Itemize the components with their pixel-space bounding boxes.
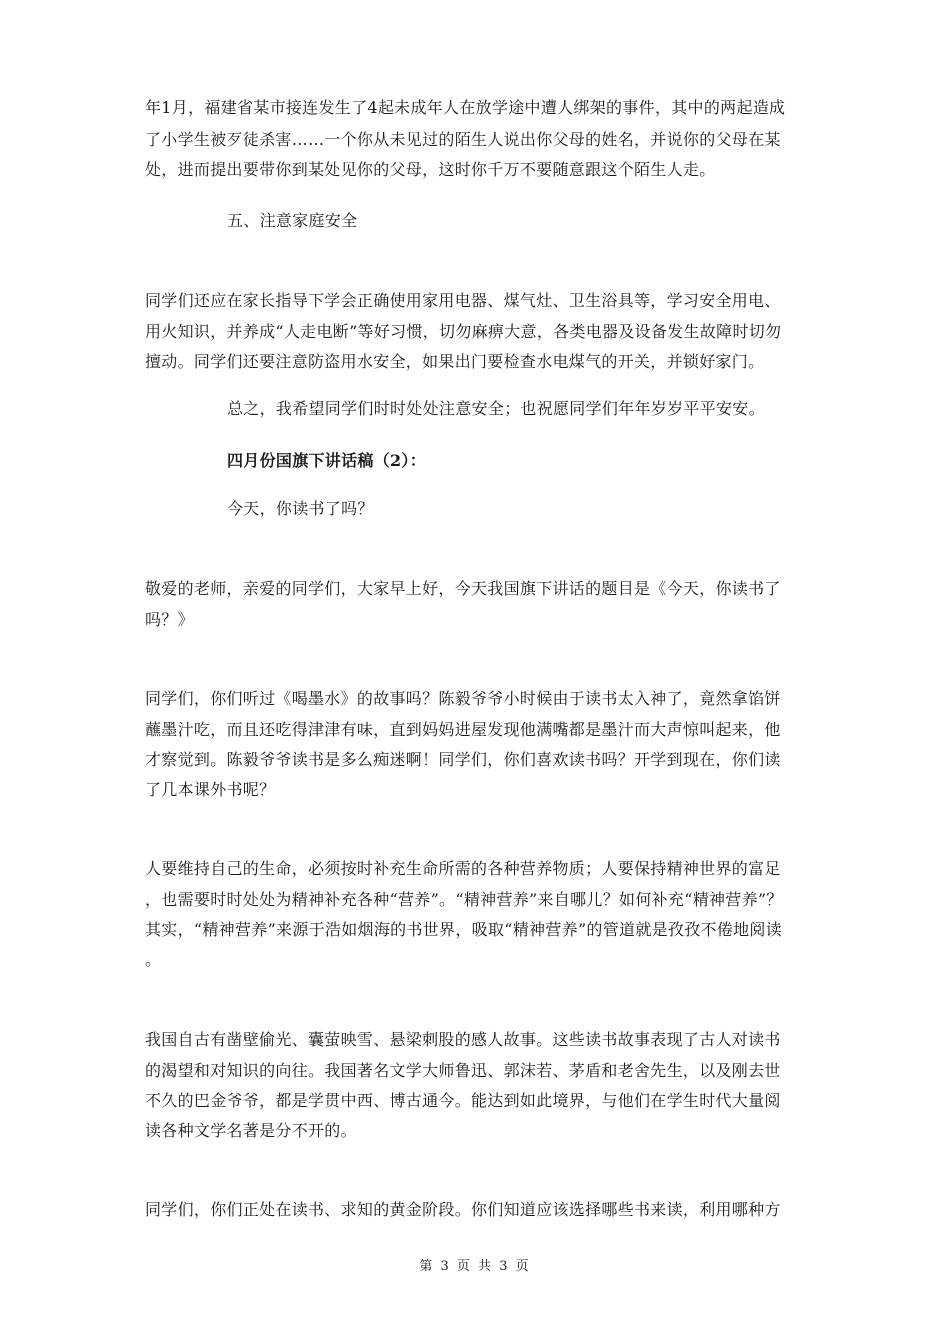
section-heading: 五、注意家庭安全 <box>227 211 358 230</box>
body-text-line: 蘸墨汁吃，而且还吃得津津有味，直到妈妈进屋发现他满嘴都是墨汁而大声惊叫起来，他 <box>145 720 781 739</box>
speech-title: 四月份国旗下讲话稿（2）： <box>227 451 427 470</box>
body-text-line: 了几本课外书呢？ <box>145 780 276 799</box>
body-text-line: 同学们，你们听过《喝墨水》的故事吗？陈毅爷爷小时候由于读书太入神了，竟然拿馅饼 <box>145 689 781 708</box>
body-text-line: 年1月，福建省某市接连发生了4起未成年人在放学途中遭人绑架的事件，其中的两起造成 <box>145 98 786 117</box>
body-text-line: 用火知识，并养成“人走电断”等好习惯，切勿麻痹大意，各类电器及设备发生故障时切勿 <box>145 322 782 341</box>
body-text-line: 擅动。同学们还要注意防盗用水安全，如果出门要检查水电煤气的开关，并锁好家门。 <box>145 352 765 371</box>
body-text-line: 我国自古有凿壁偷光、囊萤映雪、悬梁刺股的感人故事。这些读书故事表现了古人对读书 <box>145 1030 781 1049</box>
body-text-line: 。 <box>145 950 162 969</box>
body-text-line: ，也需要时时处处为精神补充各种“营养”。“精神营养”来自哪儿？如何补充“精神营养”？ <box>145 890 783 909</box>
body-text-line: 读各种文学名著是分不开的。 <box>145 1121 357 1140</box>
body-text-line: 其实，“精神营养”来源于浩如烟海的书世界，吸取“精神营养”的管道就是孜孜不倦地阅读 <box>145 920 783 939</box>
body-text-line: 同学们，你们正处在读书、求知的黄金阶段。你们知道应该选择哪些书来读，利用哪种方 <box>145 1200 781 1219</box>
body-text-line: 吗？》 <box>145 610 194 629</box>
speech-topic: 今天，你读书了吗？ <box>227 499 374 518</box>
page-footer: 第 3 页 共 3 页 <box>419 1259 531 1274</box>
body-text-line: 人要维持自己的生命，必须按时补充生命所需的各种营养物质；人要保持精神世界的富足 <box>145 859 781 878</box>
body-text-line: 总之，我希望同学们时时处处注意安全；也祝愿同学们年年岁岁平平安安。 <box>227 399 765 418</box>
body-text-line: 才察觉到。陈毅爷爷读书是多么痴迷啊！同学们，你们喜欢读书吗？开学到现在，你们读 <box>145 750 781 769</box>
body-text-line: 了小学生被歹徒杀害……一个你从未见过的陌生人说出你父母的姓名，并说你的父母在某 <box>145 130 781 149</box>
body-text-line: 不久的巴金爷爷，都是学贯中西、博古通今。能达到如此境界，与他们在学生时代大量阅 <box>145 1091 781 1110</box>
body-text-line: 处，进而提出要带你到某处见你的父母，这时你千万不要随意跟这个陌生人走。 <box>145 160 716 179</box>
body-text-line: 同学们还应在家长指导下学会正确使用家用电器、煤气灶、卫生浴具等，学习安全用电、 <box>145 291 781 310</box>
body-text-line: 敬爱的老师，亲爱的同学们，大家早上好，今天我国旗下讲话的题目是《今天，你读书了 <box>145 579 781 598</box>
body-text-line: 的渴望和对知识的向往。我国著名文学大师鲁迅、郭沫若、茅盾和老舍先生，以及刚去世 <box>145 1061 781 1080</box>
